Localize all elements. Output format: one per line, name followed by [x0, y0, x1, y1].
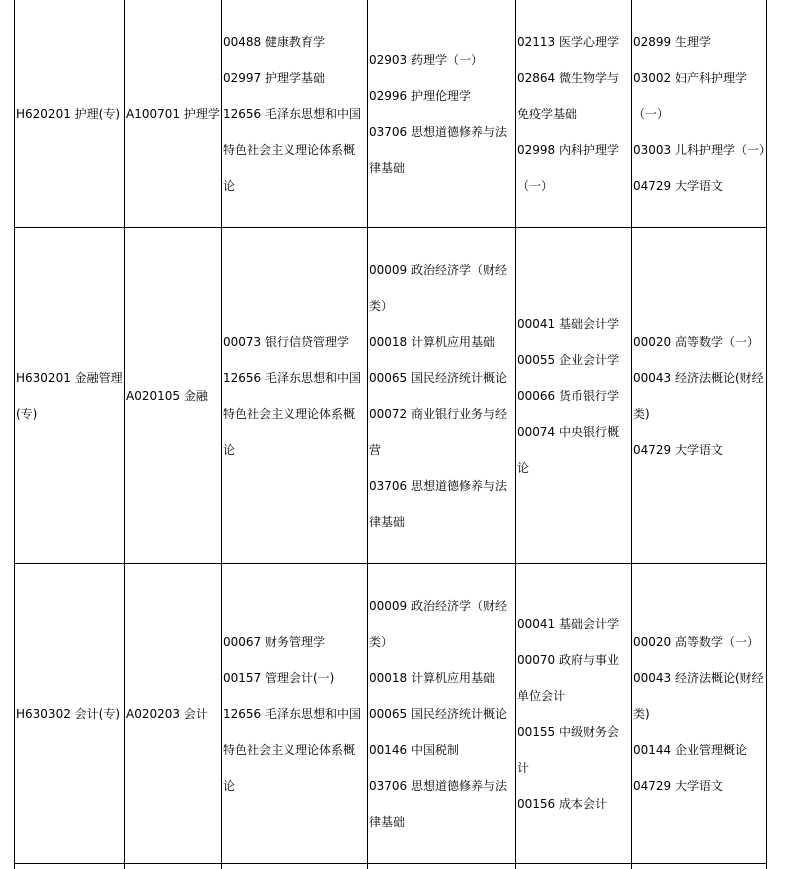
- course-item: 00020 高等数学（一）: [633, 634, 759, 649]
- course-item: 00041 基础会计学: [517, 616, 619, 631]
- program-name: A020203 会计: [126, 706, 208, 721]
- course-item: 00146 中国税制: [369, 742, 459, 757]
- program-name: A100701 护理学: [126, 106, 220, 121]
- course-item: 02864 微生物学与免疫学基础: [517, 70, 619, 121]
- exam-plan-table: [14, 0, 771, 869]
- course-item: 04729 大学语文: [633, 178, 723, 193]
- course-item: 12656 毛泽东思想和中国特色社会主义理论体系概论: [223, 106, 361, 193]
- course-cell: [222, 564, 368, 864]
- course-item: 00074 中央银行概论: [517, 424, 619, 475]
- course-item: 00066 货币银行学: [517, 388, 619, 403]
- course-item: 00009 政治经济学（财经类）: [369, 262, 507, 313]
- course-cell: [632, 0, 771, 228]
- course-item: 03706 思想道德修养与法律基础: [369, 124, 507, 175]
- empty-cell: [632, 864, 767, 869]
- empty-cell: [15, 864, 125, 869]
- course-cell: [222, 0, 368, 228]
- course-item: 02997 护理学基础: [223, 70, 325, 85]
- course-item: 02996 护理伦理学: [369, 88, 471, 103]
- major-name: H620201 护理(专): [16, 106, 121, 121]
- course-item: 02998 内科护理学（一）: [517, 142, 619, 193]
- course-cell: [368, 0, 516, 228]
- course-item: 00018 计算机应用基础: [369, 334, 495, 349]
- course-item: 04729 大学语文: [633, 442, 723, 457]
- course-item: 00020 高等数学（一）: [633, 334, 759, 349]
- course-item: 00055 企业会计学: [517, 352, 619, 367]
- course-item: 02113 医学心理学: [517, 34, 619, 49]
- program-cell: [125, 228, 222, 564]
- course-item: 00065 国民经济统计概论: [369, 706, 507, 721]
- course-item: 02899 生理学: [633, 34, 711, 49]
- course-cell: [516, 228, 632, 564]
- course-item: 00073 银行信贷管理学: [223, 334, 349, 349]
- course-item: 00157 管理会计(一): [223, 670, 335, 685]
- major-cell: [15, 228, 125, 564]
- course-item: 00065 国民经济统计概论: [369, 370, 507, 385]
- course-item: 03706 思想道德修养与法律基础: [369, 778, 507, 829]
- course-item: 03002 妇产科护理学（一）: [633, 70, 747, 121]
- empty-cell: [222, 864, 368, 869]
- course-item: 00144 企业管理概论: [633, 742, 747, 757]
- course-item: 00072 商业银行业务与经营: [369, 406, 507, 457]
- course-item: 00070 政府与事业单位会计: [517, 652, 619, 703]
- course-item: 03003 儿科护理学（一）: [633, 142, 771, 157]
- course-item: 00067 财务管理学: [223, 634, 325, 649]
- major-cell: [15, 0, 125, 228]
- program-cell: [125, 0, 222, 228]
- course-item: 02903 药理学（一）: [369, 52, 483, 67]
- course-item: 03706 思想道德修养与法律基础: [369, 478, 507, 529]
- course-item: 00041 基础会计学: [517, 316, 619, 331]
- course-item: 00009 政治经济学（财经类）: [369, 598, 507, 649]
- course-cell: [222, 228, 368, 564]
- table-row: [15, 228, 767, 564]
- major-name: H630201 金融管理(专): [16, 370, 123, 421]
- course-item: 04729 大学语文: [633, 778, 723, 793]
- table-row: [15, 0, 767, 228]
- program-cell: [125, 564, 222, 864]
- course-cell: [368, 564, 516, 864]
- table-row: [15, 564, 767, 864]
- course-cell: [632, 228, 767, 564]
- course-item: 00488 健康教育学: [223, 34, 325, 49]
- course-item: 00043 经济法概论(财经类): [633, 670, 764, 721]
- major-cell: [15, 564, 125, 864]
- course-cell: [632, 564, 767, 864]
- course-cell: [516, 0, 632, 228]
- course-cell: [516, 564, 632, 864]
- course-item: 12656 毛泽东思想和中国特色社会主义理论体系概论: [223, 706, 361, 793]
- program-name: A020105 金融: [126, 388, 208, 403]
- course-item: 00018 计算机应用基础: [369, 670, 495, 685]
- course-cell: [368, 228, 516, 564]
- empty-cell: [125, 864, 222, 869]
- course-item: 12656 毛泽东思想和中国特色社会主义理论体系概论: [223, 370, 361, 457]
- course-item: 00155 中级财务会计: [517, 724, 619, 775]
- course-item: 00043 经济法概论(财经类): [633, 370, 764, 421]
- major-name: H630302 会计(专): [16, 706, 121, 721]
- empty-cell: [368, 864, 516, 869]
- course-item: 00156 成本会计: [517, 796, 607, 811]
- table-row: [15, 864, 767, 869]
- empty-cell: [516, 864, 632, 869]
